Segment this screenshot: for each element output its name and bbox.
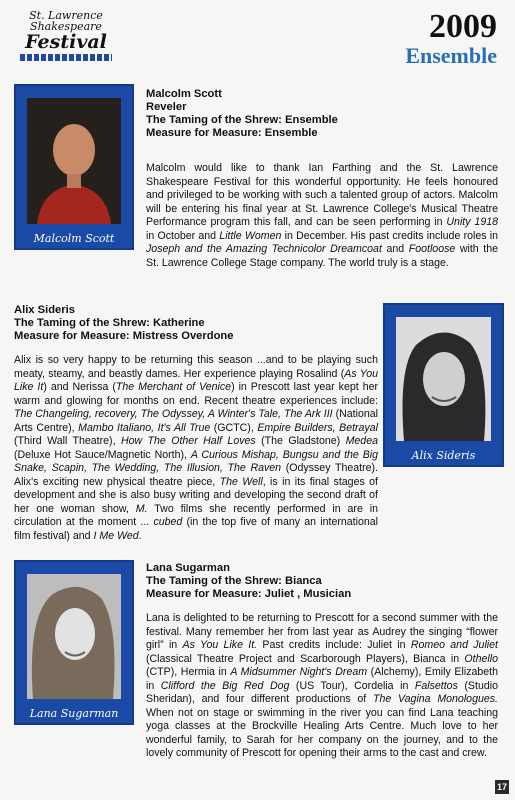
logo-line-1: St. Lawrence: [29, 9, 103, 22]
member-heading-lana-sugarman: [146, 562, 351, 601]
page-heading: [405, 10, 497, 68]
member-bio-malcolm-scott: Malcolm would like to thank Ian Farthing and the St. Lawrence Shakespeare Festival for this wonderful opportunity. He feels honoured and privileged to be working with such a talented group of actors. Malcolm will be entering his final year at St. Lawrence College's Musical Theatre Performance program this fall, and can be seen performing in Unity 1918 in October and Little Women in December. His past credits include roles in Joseph and the Amazing Technicolor Dreamcoat and Footloose with the St. Lawrence College Stage company. The world truly is a stage.: [146, 162, 499, 269]
member-bio-alix-sideris: Alix is so very happy to be returning this season ...and to be playing such meaty, steamy, and beastly dames. Her experience playing Rosalind (As You Like It) and Nerissa (The Merchant of Venice) in Prescott last year kept her warm and glowing for months on end. Recent theatre experiences include: The Changeling, recovery, The Odyssey, A Winter's Tale, The Ark III (National Arts Centre), Mambo Italiano, It's All True (GCTC), Empire Builders, Betrayal (Third Wall Theatre), How The Other Half Loves (The Gladstone) Medea (Deluxe Hot Sauce/Magnetic North), A Curious Mishap, Bungsu and the Big Snake, Scapin, The Wedding, The Illusion, The Raven (Odyssey Theatre). Alix's exciting new physical theatre piece, The Well, is in its final stages of development and she is also busy writing and developing the second draft of her one woman show, M. Two films she recently performed in are in circulation at the moment ... cubed (in the top five of many an international film festival) and I Me Wed.: [14, 354, 379, 542]
member-name: Lana Sugarman: [146, 562, 230, 574]
member-name: Alix Sideris: [14, 304, 75, 316]
member-bio-lana-sugarman: Lana is delighted to be returning to Prescott for a second summer with the festival. Many remember her from last year as Audrey the singing “flower girl” in As You Like It. Past credits include: Juliet in Romeo and Juliet (Classical Theatre Project and Scarborough Players), Bianca in Othello (CTP), Hermia in A Midsummer Night's Dream (Alchemy), Emily Elizabeth in Clifford the Big Red Dog (US Tour), Cordelia in Falsettos (Studio Sheridan), and four different productions of The Vagina Monologues. When not on stage or swimming in the river you can find Lana teaching yoga classes at the Brockville Healing Arts Centre. Much love to her wonderful family, to Sarah for her company on the journey, and to the lovely community of Prescott for opening their arms to the cast and crew.: [146, 612, 498, 759]
member-name: Malcolm Scott: [146, 88, 222, 100]
member-role: The Taming of the Shrew: Ensemble: [146, 114, 338, 126]
member-role: The Taming of the Shrew: Katherine: [14, 317, 205, 329]
section-title: Ensemble: [405, 43, 497, 68]
headshot-caption: Lana Sugarman: [29, 707, 119, 720]
headshot-photo-malcolm-scott: [27, 98, 121, 224]
headshot-caption: Alix Sideris: [411, 449, 476, 462]
member-role: Measure for Measure: Mistress Overdone: [14, 330, 234, 342]
logo-wave-decoration: [20, 54, 112, 61]
member-role: Measure for Measure: Juliet , Musician: [146, 588, 352, 600]
year-label: 2009: [429, 8, 497, 45]
logo-line-2: Shakespeare: [30, 20, 102, 33]
member-role: The Taming of the Shrew: Bianca: [146, 575, 322, 587]
headshot-photo-lana-sugarman: [27, 574, 121, 699]
headshot-frame-lana-sugarman: [14, 560, 134, 725]
page-number: 17: [496, 782, 507, 792]
member-heading-malcolm-scott: [146, 88, 338, 140]
headshot-photo-alix-sideris: [396, 317, 491, 441]
member-role: Measure for Measure: Ensemble: [146, 127, 318, 139]
headshot-caption: Malcolm Scott: [33, 232, 115, 245]
headshot-frame-alix-sideris: [383, 303, 504, 467]
member-heading-alix-sideris: [14, 304, 233, 343]
festival-logo: [14, 10, 118, 66]
logo-line-3: Festival: [25, 31, 107, 53]
headshot-frame-malcolm-scott: [14, 84, 134, 250]
member-role: Reveler: [146, 101, 187, 113]
